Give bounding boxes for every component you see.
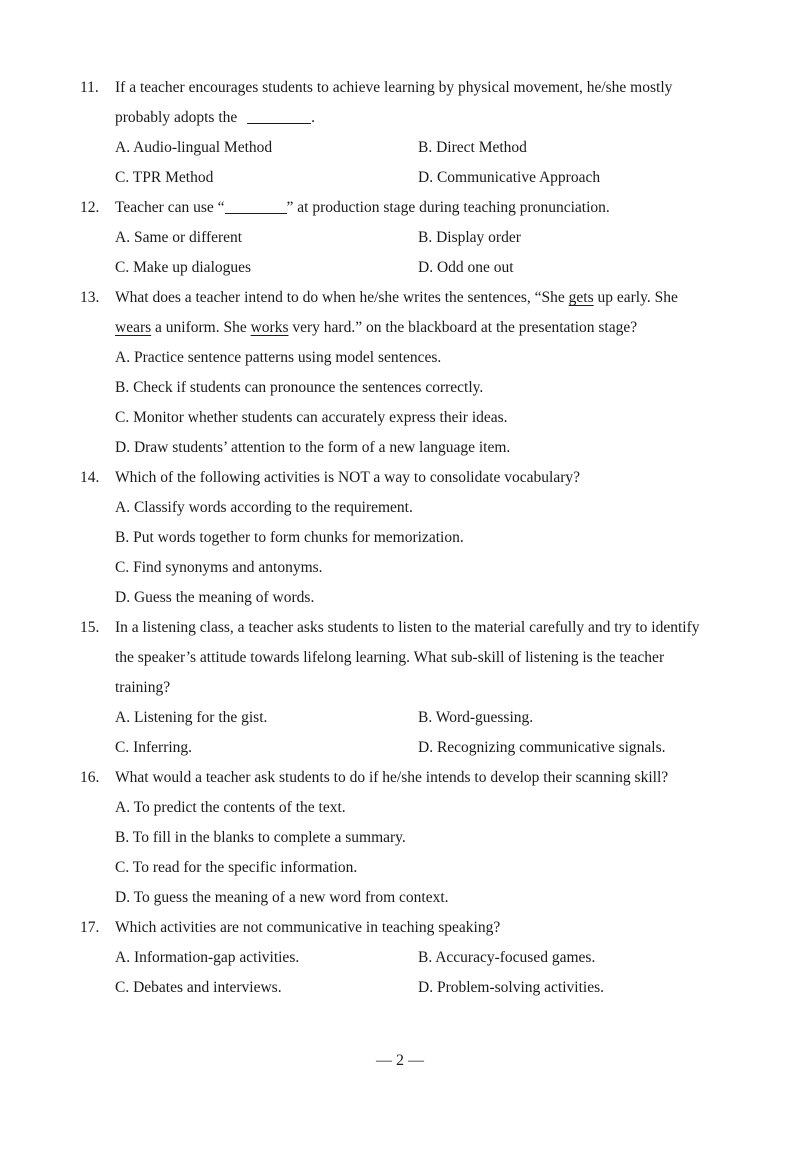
question-13-stem-line-1 [0, 283, 800, 313]
option-d: D. Communicative Approach [418, 169, 601, 186]
option-b: B. Accuracy-focused games. [418, 949, 596, 966]
question-14-stem [0, 463, 800, 493]
question-text-end: . [311, 109, 316, 126]
option-a: A. Practice sentence patterns using model sentences. [115, 349, 442, 366]
option-a: A. Same or different [115, 229, 243, 246]
option-a: A. Classify words according to the requirement. [115, 499, 413, 516]
option-d: D. Odd one out [418, 259, 514, 276]
option-b: B. Word-guessing. [418, 709, 534, 726]
option-b: B. To fill in the blanks to complete a summary. [115, 829, 406, 846]
option-c: C. Monitor whether students can accurately express their ideas. [115, 409, 508, 426]
question-text [115, 283, 678, 313]
page-number: — 2 — [376, 1052, 424, 1069]
question-number: 13. [80, 289, 100, 306]
option-d: D. Draw students’ attention to the form of a new language item. [115, 439, 511, 456]
question-text: probably adopts the [115, 109, 238, 126]
question-11-stem-line-1 [0, 73, 800, 103]
question-text-end: up early. She [593, 289, 678, 306]
option-c: C. Make up dialogues [115, 259, 252, 276]
option-a: A. Audio-lingual Method [115, 139, 273, 156]
underlined-word: works [250, 319, 289, 336]
question-text: In a listening class, a teacher asks students to listen to the material carefully and try to identify [115, 619, 700, 636]
question-number: 14. [80, 469, 100, 486]
answer-blank [247, 105, 311, 124]
question-number: 15. [80, 619, 100, 636]
question-13-stem-line-2 [115, 313, 637, 343]
option-a: A. To predict the contents of the text. [115, 799, 346, 816]
option-c: C. To read for the specific information. [115, 859, 358, 876]
question-text: Which of the following activities is NOT a way to consolidate vocabulary? [115, 469, 581, 486]
question-text-start: Teacher can use “ [115, 199, 225, 216]
question-15-stem-line-1 [0, 613, 800, 643]
option-b: B. Direct Method [418, 139, 527, 156]
question-number: 11. [80, 79, 99, 96]
question-number: 12. [80, 199, 100, 216]
option-d: D. Problem-solving activities. [418, 979, 604, 996]
option-c: C. Debates and interviews. [115, 979, 282, 996]
option-d: D. Guess the meaning of words. [115, 589, 315, 606]
question-15-stem-line-2: the speaker’s attitude towards lifelong learning. What sub-skill of listening is the teacher [115, 649, 665, 666]
question-11-stem-line-2 [115, 103, 315, 133]
question-12-stem [0, 193, 800, 223]
option-d: D. To guess the meaning of a new word from context. [115, 889, 449, 906]
question-text [115, 193, 610, 223]
option-c: C. Find synonyms and antonyms. [115, 559, 323, 576]
question-17-stem [0, 913, 800, 943]
option-c: C. TPR Method [115, 169, 214, 186]
underlined-word: gets [568, 289, 594, 306]
question-text: What would a teacher ask students to do if he/she intends to develop their scanning skill? [115, 769, 669, 786]
question-text-end: ” at production stage during teaching pronunciation. [286, 199, 610, 216]
question-number: 17. [80, 919, 100, 936]
underlined-word: wears [115, 319, 152, 336]
question-text: Which activities are not communicative in teaching speaking? [115, 919, 501, 936]
question-number: 16. [80, 769, 100, 786]
question-15-stem-line-3: training? [115, 679, 171, 696]
option-b: B. Put words together to form chunks for memorization. [115, 529, 464, 546]
option-b: B. Display order [418, 229, 521, 246]
option-a: A. Information-gap activities. [115, 949, 300, 966]
question-16-stem [0, 763, 800, 793]
option-a: A. Listening for the gist. [115, 709, 268, 726]
question-text-end: very hard.” on the blackboard at the presentation stage? [288, 319, 638, 336]
question-text-start: What does a teacher intend to do when he/she writes the sentences, “She [115, 289, 569, 306]
question-text: If a teacher encourages students to achieve learning by physical movement, he/she mostly [115, 79, 673, 96]
option-b: B. Check if students can pronounce the sentences correctly. [115, 379, 484, 396]
option-d: D. Recognizing communicative signals. [418, 739, 666, 756]
question-text: a uniform. She [151, 319, 251, 336]
option-c: C. Inferring. [115, 739, 193, 756]
answer-blank [225, 195, 287, 214]
